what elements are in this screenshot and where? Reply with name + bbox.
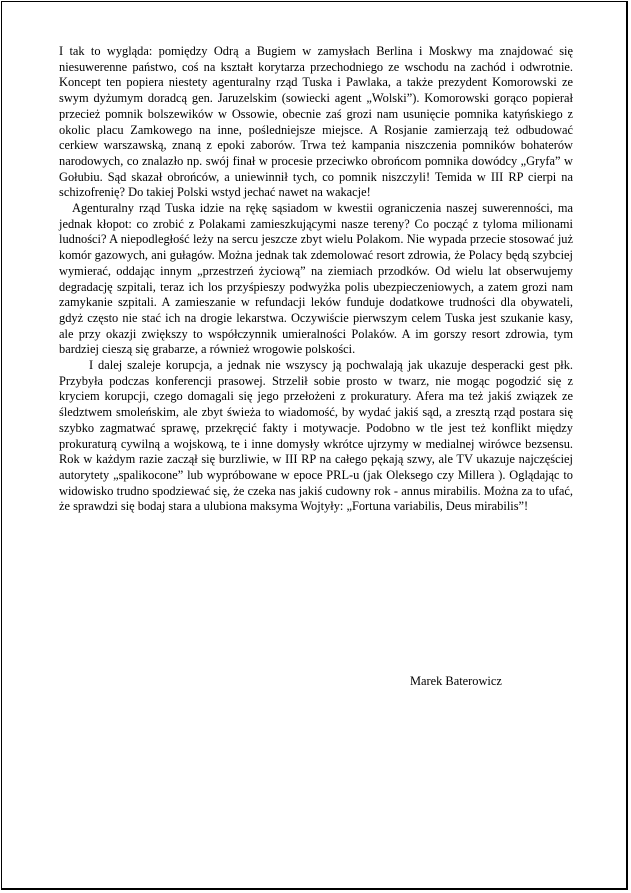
paragraph-3: I dalej szaleje korupcja, a jednak nie wszyscy ją pochwalają jak ukazuje desperacki gest płk. Przybyła podczas konferencji prasowej. Strzelił sobie prosto w twarz, nie mogąc pogodzić się z kryciem korupcji, czego domagali się jego przełożeni z prokuratury. Afera ma też jakiś związek ze śledztwem smoleńskim, ale zbyt świeża to wiadomość, by wydać jakiś sąd, a zresztą rząd postara się szybko zagmatwać sprawę, przekręcić fakty i motywacje. Podobno w tle jest też konflikt między prokuraturą cywilną a wojskową, te i inne domysły wkrótce ujrzymy w medialnej wirówce bezsensu. Rok w każdym razie zaczął się burzliwie, w III RP na całego pękają szwy, ale TV ukazuje najczęściej autorytety „spalikocone” lub wypróbowane w epoce PRL-u (jak Oleksego czy Millera ). Oglądając to widowisko trudno spodziewać się, że czeka nas jakiś cudowny rok - annus mirabilis. Można za to ufać, że sprawdzi się bodaj stara a ulubiona maksyma Wojtyły: „Fortuna variabilis, Deus mirabilis”! <box>59 358 573 514</box>
article-body <box>59 44 573 515</box>
author-signature: Marek Baterowicz <box>410 674 502 688</box>
paragraph-1: I tak to wygląda: pomiędzy Odrą a Bugiem w zamysłach Berlina i Moskwy ma znajdować się niesuwerenne państwo, coś na kształt korytarza przechodniego ze wschodu na zachód i odwrotnie. Koncept ten popiera niestety agenturalny rząd Tuska i Pawlaka, a także prezydent Komorowski ze swym dyżumym doradcą gen. Jaruzelskim (sowiecki agent „Wolski”). Komorowski gorąco popierał przecież pomnik bolszewików w Ossowie, obecnie zaś grozi nam usunięcie pomnika katyńskiego z okolic placu Zamkowego na inne, pośledniejsze miejsce. A Rosjanie zamierzają też odbudować cerkiew warszawską, znaną z epoki zaborów. Trwa też kampania niszczenia pomników bohaterów narodowych, co znalazło np. swój finał w procesie przeciwko obrońcom pomnika dowódcy „Gryfa” w Gołubiu. Sąd skazał obrońców, a uniewinnił tych, co pomnik niszczyli! Temida w III RP cierpi na schizofrenię? Do takiej Polski wstyd jechać nawet na wakacje! <box>59 44 573 200</box>
paragraph-2: Agenturalny rząd Tuska idzie na rękę sąsiadom w kwestii ograniczenia naszej suwerenności, ma jednak kłopot: co zrobić z Polakami zamieszkującymi nasze tereny? Co począć z tyloma milionami ludności? A niepodległość leży na sercu jeszcze zbyt wielu Polakom. Nie wypada przecie stosować już komór gazowych, ani gułagów. Można jednak tak zdemolować resort zdrowia, że Polacy będą szybciej wymierać, oddając innym „przestrzeń życiową” na ziemiach przodków. Od wielu lat obserwujemy degradację szpitali, teraz ich los przyśpieszy podwyżka polis ubezpieczeniowych, a zatem grozi nam zamykanie szpitali. A zamieszanie w refundacji leków funduje dodatkowe trudności dla obywateli, gdyż często nie stać ich na drogie lekarstwa. Oczywiście pierwszym celem Tuska jest szukanie kasy, ale przy okazji zwiększy to współczynnik umieralności Polaków. A im gorszy resort zdrowia, tym bardziej cieszą się grabarze, a również wrogowie polskości. <box>59 201 573 357</box>
